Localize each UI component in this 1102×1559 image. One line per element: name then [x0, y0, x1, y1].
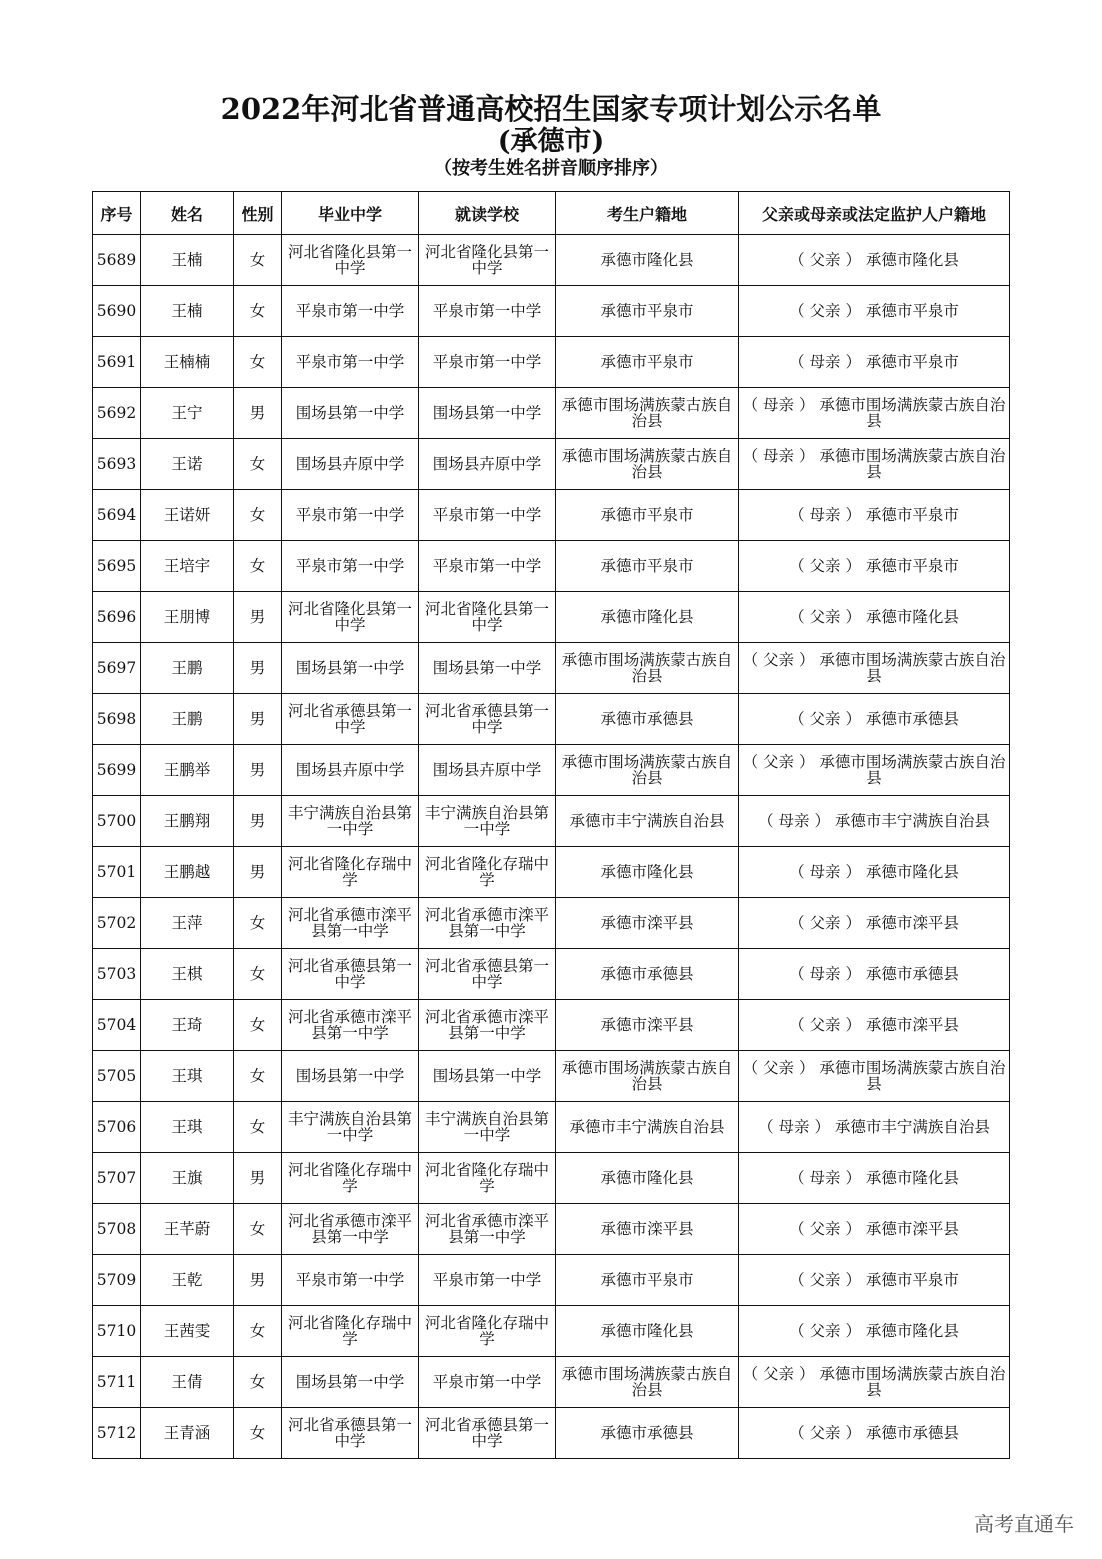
guardian-residence-cell: （ 母亲 ） 承德市丰宁满族自治县 — [739, 796, 1010, 847]
gender-cell: 女 — [234, 1102, 282, 1153]
name-cell: 王楠楠 — [141, 337, 234, 388]
student-residence-cell: 承德市平泉市 — [556, 1255, 739, 1306]
graduation-school-cell: 平泉市第一中学 — [282, 1255, 419, 1306]
student-residence-cell: 承德市隆化县 — [556, 847, 739, 898]
student-residence-cell: 承德市围场满族蒙古族自治县 — [556, 388, 739, 439]
roster-table — [92, 191, 1010, 1459]
name-cell: 王楠 — [141, 235, 234, 286]
name-cell: 王鹏 — [141, 643, 234, 694]
table-row — [93, 745, 1010, 796]
header-gender: 性别 — [234, 192, 282, 235]
table-row — [93, 1204, 1010, 1255]
student-residence-cell: 承德市平泉市 — [556, 541, 739, 592]
graduation-school-cell: 围场县卉原中学 — [282, 439, 419, 490]
index-cell: 5696 — [93, 592, 141, 643]
table-row — [93, 1000, 1010, 1051]
guardian-residence-cell: （ 父亲 ） 承德市平泉市 — [739, 541, 1010, 592]
name-cell: 王诺妍 — [141, 490, 234, 541]
current-school-cell: 围场县第一中学 — [419, 643, 556, 694]
graduation-school-cell: 河北省承德县第一中学 — [282, 949, 419, 1000]
student-residence-cell: 承德市隆化县 — [556, 592, 739, 643]
guardian-residence-cell: （ 父亲 ） 承德市平泉市 — [739, 286, 1010, 337]
table-row — [93, 286, 1010, 337]
graduation-school-cell: 河北省承德县第一中学 — [282, 1408, 419, 1459]
guardian-residence-cell: （ 父亲 ） 承德市滦平县 — [739, 1000, 1010, 1051]
gender-cell: 女 — [234, 1204, 282, 1255]
index-cell: 5703 — [93, 949, 141, 1000]
current-school-cell: 河北省承德市滦平县第一中学 — [419, 1000, 556, 1051]
current-school-cell: 丰宁满族自治县第一中学 — [419, 796, 556, 847]
gender-cell: 男 — [234, 1255, 282, 1306]
graduation-school-cell: 河北省隆化存瑞中学 — [282, 1306, 419, 1357]
student-residence-cell: 承德市围场满族蒙古族自治县 — [556, 745, 739, 796]
name-cell: 王鹏翔 — [141, 796, 234, 847]
student-residence-cell: 承德市围场满族蒙古族自治县 — [556, 643, 739, 694]
table-row — [93, 1357, 1010, 1408]
graduation-school-cell: 丰宁满族自治县第一中学 — [282, 1102, 419, 1153]
current-school-cell: 围场县卉原中学 — [419, 439, 556, 490]
name-cell: 王培宇 — [141, 541, 234, 592]
name-cell: 王芊蔚 — [141, 1204, 234, 1255]
current-school-cell: 河北省承德市滦平县第一中学 — [419, 1204, 556, 1255]
gender-cell: 女 — [234, 949, 282, 1000]
index-cell: 5699 — [93, 745, 141, 796]
guardian-residence-cell: （ 父亲 ） 承德市平泉市 — [739, 1255, 1010, 1306]
index-cell: 5689 — [93, 235, 141, 286]
name-cell: 王旗 — [141, 1153, 234, 1204]
table-body — [93, 235, 1010, 1459]
current-school-cell: 河北省承德市滦平县第一中学 — [419, 898, 556, 949]
name-cell: 王鹏 — [141, 694, 234, 745]
student-residence-cell: 承德市隆化县 — [556, 235, 739, 286]
index-cell: 5702 — [93, 898, 141, 949]
index-cell: 5708 — [93, 1204, 141, 1255]
gender-cell: 男 — [234, 1153, 282, 1204]
graduation-school-cell: 河北省承德县第一中学 — [282, 694, 419, 745]
index-cell: 5694 — [93, 490, 141, 541]
table-row — [93, 1408, 1010, 1459]
name-cell: 王萍 — [141, 898, 234, 949]
gender-cell: 女 — [234, 1408, 282, 1459]
table-row — [93, 1051, 1010, 1102]
table-row — [93, 1102, 1010, 1153]
table-row — [93, 694, 1010, 745]
graduation-school-cell: 河北省隆化县第一中学 — [282, 235, 419, 286]
current-school-cell: 河北省承德县第一中学 — [419, 949, 556, 1000]
guardian-residence-cell: （ 母亲 ） 承德市围场满族蒙古族自治县 — [739, 439, 1010, 490]
table-row — [93, 1153, 1010, 1204]
document-subtitle: （按考生姓名拼音顺序排序） — [434, 158, 668, 179]
student-residence-cell: 承德市承德县 — [556, 1408, 739, 1459]
name-cell: 王诺 — [141, 439, 234, 490]
document-city: (承德市) — [497, 126, 605, 157]
current-school-cell: 河北省隆化存瑞中学 — [419, 847, 556, 898]
graduation-school-cell: 平泉市第一中学 — [282, 286, 419, 337]
current-school-cell: 河北省隆化存瑞中学 — [419, 1153, 556, 1204]
guardian-residence-cell: （ 母亲 ） 承德市围场满族蒙古族自治县 — [739, 388, 1010, 439]
name-cell: 王乾 — [141, 1255, 234, 1306]
graduation-school-cell: 围场县第一中学 — [282, 1051, 419, 1102]
name-cell: 王倩 — [141, 1357, 234, 1408]
graduation-school-cell: 围场县第一中学 — [282, 643, 419, 694]
name-cell: 王鹏越 — [141, 847, 234, 898]
table-row — [93, 388, 1010, 439]
current-school-cell: 平泉市第一中学 — [419, 1357, 556, 1408]
header-name: 姓名 — [141, 192, 234, 235]
graduation-school-cell: 河北省隆化存瑞中学 — [282, 847, 419, 898]
current-school-cell: 河北省承德县第一中学 — [419, 1408, 556, 1459]
index-cell: 5711 — [93, 1357, 141, 1408]
gender-cell: 女 — [234, 1000, 282, 1051]
table-row — [93, 235, 1010, 286]
table-row — [93, 949, 1010, 1000]
table-header-row — [93, 192, 1010, 235]
current-school-cell: 河北省隆化县第一中学 — [419, 592, 556, 643]
student-residence-cell: 承德市滦平县 — [556, 898, 739, 949]
current-school-cell: 平泉市第一中学 — [419, 1255, 556, 1306]
current-school-cell: 平泉市第一中学 — [419, 490, 556, 541]
graduation-school-cell: 平泉市第一中学 — [282, 337, 419, 388]
student-residence-cell: 承德市平泉市 — [556, 337, 739, 388]
index-cell: 5695 — [93, 541, 141, 592]
graduation-school-cell: 河北省隆化存瑞中学 — [282, 1153, 419, 1204]
gender-cell: 男 — [234, 796, 282, 847]
guardian-residence-cell: （ 母亲 ） 承德市平泉市 — [739, 490, 1010, 541]
gender-cell: 男 — [234, 694, 282, 745]
index-cell: 5705 — [93, 1051, 141, 1102]
name-cell: 王棋 — [141, 949, 234, 1000]
gender-cell: 女 — [234, 490, 282, 541]
guardian-residence-cell: （ 父亲 ） 承德市围场满族蒙古族自治县 — [739, 745, 1010, 796]
gender-cell: 女 — [234, 286, 282, 337]
name-cell: 王琪 — [141, 1102, 234, 1153]
graduation-school-cell: 围场县第一中学 — [282, 388, 419, 439]
gender-cell: 女 — [234, 1306, 282, 1357]
gender-cell: 男 — [234, 592, 282, 643]
graduation-school-cell: 河北省承德市滦平县第一中学 — [282, 1000, 419, 1051]
graduation-school-cell: 围场县第一中学 — [282, 1357, 419, 1408]
student-residence-cell: 承德市隆化县 — [556, 1153, 739, 1204]
guardian-residence-cell: （ 父亲 ） 承德市承德县 — [739, 694, 1010, 745]
graduation-school-cell: 平泉市第一中学 — [282, 541, 419, 592]
name-cell: 王茜雯 — [141, 1306, 234, 1357]
index-cell: 5700 — [93, 796, 141, 847]
name-cell: 王楠 — [141, 286, 234, 337]
name-cell: 王宁 — [141, 388, 234, 439]
current-school-cell: 平泉市第一中学 — [419, 541, 556, 592]
index-cell: 5709 — [93, 1255, 141, 1306]
current-school-cell: 河北省承德县第一中学 — [419, 694, 556, 745]
student-residence-cell: 承德市隆化县 — [556, 1306, 739, 1357]
guardian-residence-cell: （ 父亲 ） 承德市隆化县 — [739, 592, 1010, 643]
student-residence-cell: 承德市丰宁满族自治县 — [556, 1102, 739, 1153]
student-residence-cell: 承德市平泉市 — [556, 490, 739, 541]
index-cell: 5710 — [93, 1306, 141, 1357]
table-row — [93, 643, 1010, 694]
gender-cell: 男 — [234, 643, 282, 694]
gender-cell: 女 — [234, 439, 282, 490]
student-residence-cell: 承德市围场满族蒙古族自治县 — [556, 1357, 739, 1408]
name-cell: 王鹏举 — [141, 745, 234, 796]
current-school-cell: 围场县卉原中学 — [419, 745, 556, 796]
guardian-residence-cell: （ 母亲 ） 承德市隆化县 — [739, 847, 1010, 898]
student-residence-cell: 承德市围场满族蒙古族自治县 — [556, 1051, 739, 1102]
student-residence-cell: 承德市丰宁满族自治县 — [556, 796, 739, 847]
table-row — [93, 1306, 1010, 1357]
index-cell: 5712 — [93, 1408, 141, 1459]
guardian-residence-cell: （ 母亲 ） 承德市丰宁满族自治县 — [739, 1102, 1010, 1153]
header-index: 序号 — [93, 192, 141, 235]
guardian-residence-cell: （ 父亲 ） 承德市承德县 — [739, 1408, 1010, 1459]
index-cell: 5707 — [93, 1153, 141, 1204]
current-school-cell: 丰宁满族自治县第一中学 — [419, 1102, 556, 1153]
header-graduation-school: 毕业中学 — [282, 192, 419, 235]
header-current-school: 就读学校 — [419, 192, 556, 235]
guardian-residence-cell: （ 父亲 ） 承德市隆化县 — [739, 235, 1010, 286]
index-cell: 5701 — [93, 847, 141, 898]
guardian-residence-cell: （ 父亲 ） 承德市围场满族蒙古族自治县 — [739, 643, 1010, 694]
gender-cell: 男 — [234, 388, 282, 439]
student-residence-cell: 承德市承德县 — [556, 949, 739, 1000]
student-residence-cell: 承德市承德县 — [556, 694, 739, 745]
guardian-residence-cell: （ 母亲 ） 承德市平泉市 — [739, 337, 1010, 388]
gender-cell: 男 — [234, 847, 282, 898]
guardian-residence-cell: （ 父亲 ） 承德市隆化县 — [739, 1306, 1010, 1357]
gender-cell: 男 — [234, 745, 282, 796]
name-cell: 王朋博 — [141, 592, 234, 643]
guardian-residence-cell: （ 父亲 ） 承德市围场满族蒙古族自治县 — [739, 1357, 1010, 1408]
table-row — [93, 847, 1010, 898]
index-cell: 5697 — [93, 643, 141, 694]
graduation-school-cell: 丰宁满族自治县第一中学 — [282, 796, 419, 847]
watermark: 高考直通车 — [974, 1512, 1074, 1536]
current-school-cell: 河北省隆化存瑞中学 — [419, 1306, 556, 1357]
name-cell: 王琪 — [141, 1051, 234, 1102]
header-guardian-residence: 父亲或母亲或法定监护人户籍地 — [739, 192, 1010, 235]
gender-cell: 女 — [234, 541, 282, 592]
gender-cell: 女 — [234, 898, 282, 949]
graduation-school-cell: 河北省承德市滦平县第一中学 — [282, 1204, 419, 1255]
table-row — [93, 898, 1010, 949]
student-residence-cell: 承德市围场满族蒙古族自治县 — [556, 439, 739, 490]
current-school-cell: 平泉市第一中学 — [419, 337, 556, 388]
index-cell: 5692 — [93, 388, 141, 439]
graduation-school-cell: 河北省承德市滦平县第一中学 — [282, 898, 419, 949]
index-cell: 5693 — [93, 439, 141, 490]
name-cell: 王琦 — [141, 1000, 234, 1051]
table-row — [93, 490, 1010, 541]
guardian-residence-cell: （ 母亲 ） 承德市隆化县 — [739, 1153, 1010, 1204]
guardian-residence-cell: （ 母亲 ） 承德市承德县 — [739, 949, 1010, 1000]
table-row — [93, 337, 1010, 388]
student-residence-cell: 承德市滦平县 — [556, 1000, 739, 1051]
guardian-residence-cell: （ 父亲 ） 承德市围场满族蒙古族自治县 — [739, 1051, 1010, 1102]
guardian-residence-cell: （ 父亲 ） 承德市滦平县 — [739, 898, 1010, 949]
student-residence-cell: 承德市滦平县 — [556, 1204, 739, 1255]
gender-cell: 女 — [234, 1357, 282, 1408]
table-row — [93, 541, 1010, 592]
table-row — [93, 592, 1010, 643]
index-cell: 5706 — [93, 1102, 141, 1153]
current-school-cell: 围场县第一中学 — [419, 388, 556, 439]
gender-cell: 女 — [234, 235, 282, 286]
name-cell: 王青涵 — [141, 1408, 234, 1459]
graduation-school-cell: 河北省隆化县第一中学 — [282, 592, 419, 643]
table-row — [93, 796, 1010, 847]
index-cell: 5704 — [93, 1000, 141, 1051]
table-row — [93, 1255, 1010, 1306]
guardian-residence-cell: （ 父亲 ） 承德市滦平县 — [739, 1204, 1010, 1255]
graduation-school-cell: 平泉市第一中学 — [282, 490, 419, 541]
document-title: 2022年河北省普通高校招生国家专项计划公示名单 — [220, 92, 882, 126]
student-residence-cell: 承德市平泉市 — [556, 286, 739, 337]
index-cell: 5698 — [93, 694, 141, 745]
header-student-residence: 考生户籍地 — [556, 192, 739, 235]
gender-cell: 女 — [234, 337, 282, 388]
current-school-cell: 河北省隆化县第一中学 — [419, 235, 556, 286]
current-school-cell: 平泉市第一中学 — [419, 286, 556, 337]
index-cell: 5690 — [93, 286, 141, 337]
table-row — [93, 439, 1010, 490]
graduation-school-cell: 围场县卉原中学 — [282, 745, 419, 796]
index-cell: 5691 — [93, 337, 141, 388]
gender-cell: 女 — [234, 1051, 282, 1102]
current-school-cell: 围场县第一中学 — [419, 1051, 556, 1102]
